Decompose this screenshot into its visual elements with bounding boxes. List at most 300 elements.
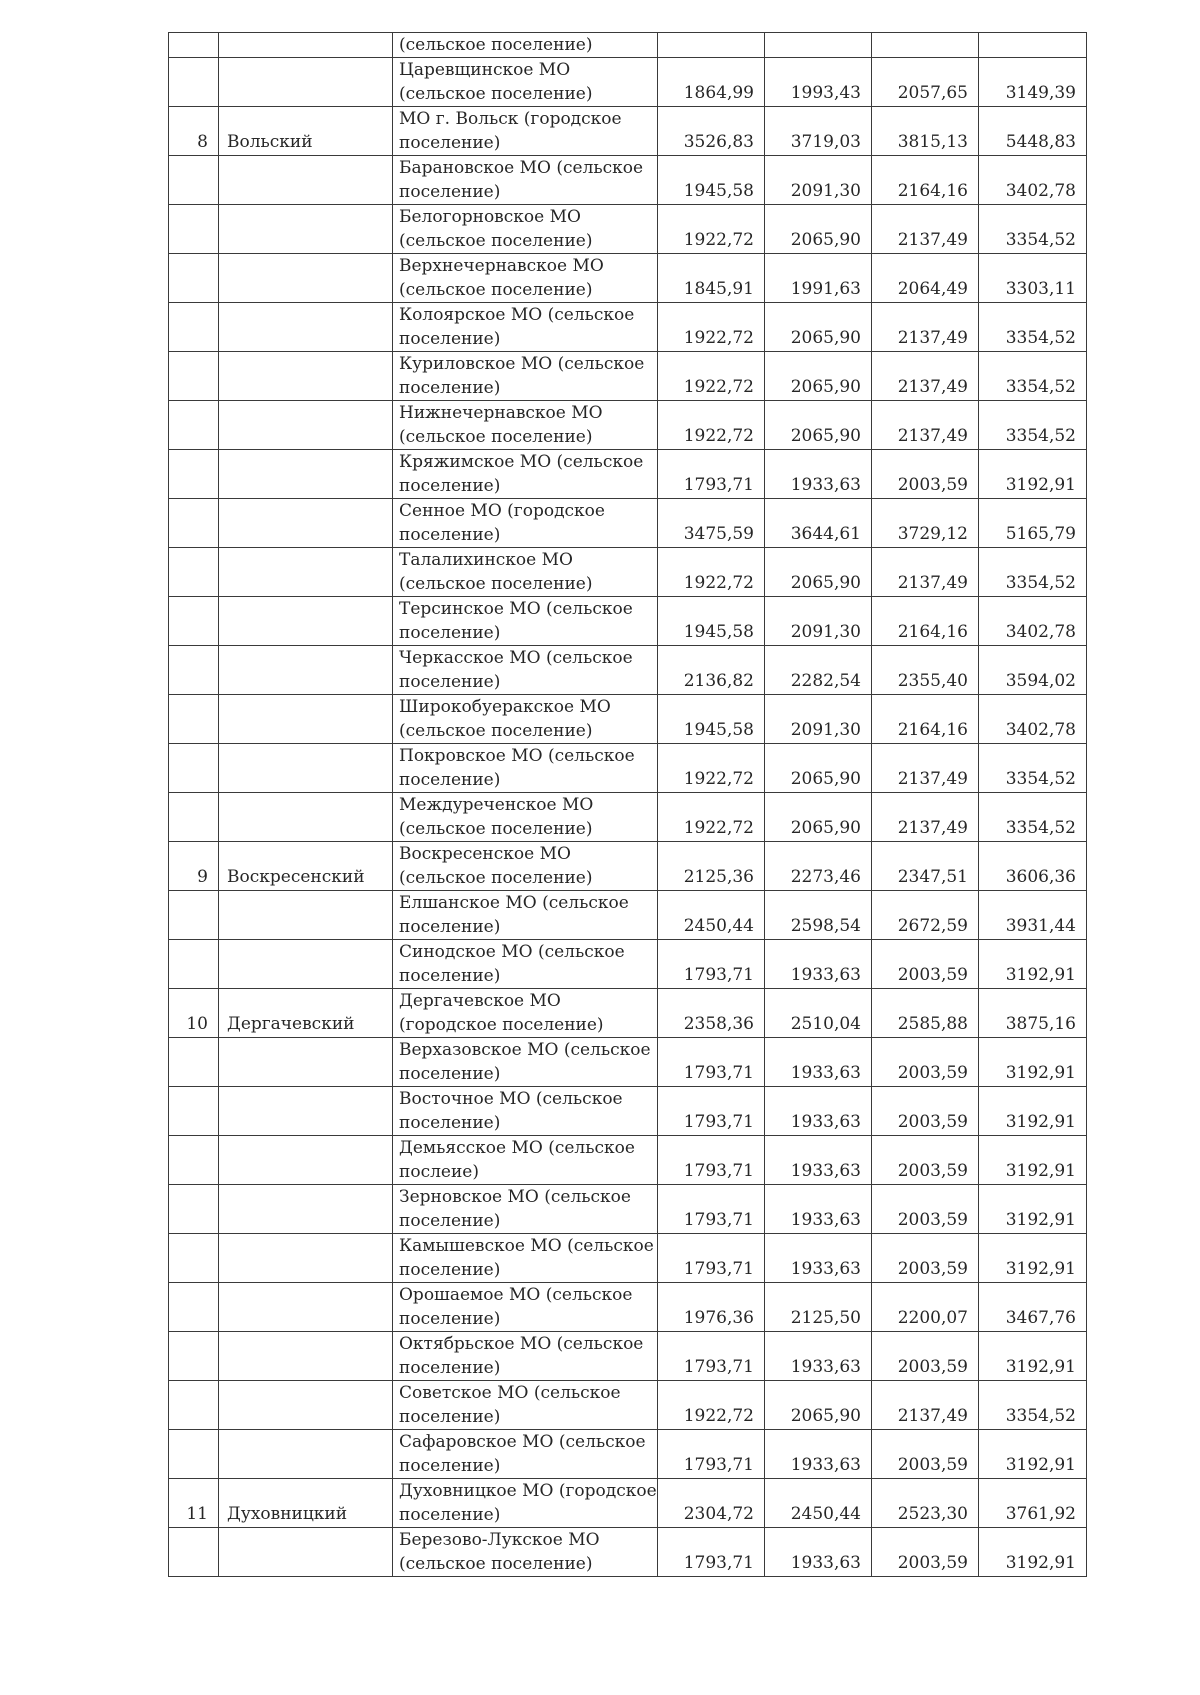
value-1-cell [658,58,765,107]
value-3-cell [872,1381,979,1430]
value-2-cell [765,940,872,989]
value-1-cell [658,450,765,499]
value-2-text: 1991,63 [790,279,861,299]
value-2-text: 2065,90 [790,230,861,250]
value-1-cell [658,1528,765,1577]
value-3-text: 2003,59 [897,1357,968,1377]
value-2-cell [765,1430,872,1479]
value-2-text: 1933,63 [790,1161,861,1181]
row-number-cell [169,1528,219,1577]
value-4-text: 5448,83 [1005,132,1076,152]
row-number-cell [169,1185,219,1234]
value-2-cell [765,58,872,107]
value-2-text: 2273,46 [790,867,861,887]
district-text: Дергачевский [227,1014,355,1034]
value-3-text: 2585,88 [897,1014,968,1034]
value-2-text: 1993,43 [790,83,861,103]
value-2-cell [765,1283,872,1332]
value-3-text: 2355,40 [897,671,968,691]
value-4-cell [979,1234,1087,1283]
value-4-cell [979,548,1087,597]
district-cell [219,1332,393,1381]
district-cell [219,695,393,744]
municipality-cell [393,1332,658,1381]
value-4-text: 3192,91 [1005,1063,1076,1083]
value-4-text: 3402,78 [1005,181,1076,201]
value-4-cell [979,989,1087,1038]
value-4-cell [979,940,1087,989]
value-1-cell [658,1185,765,1234]
value-3-text: 2523,30 [897,1504,968,1524]
value-3-text: 2003,59 [897,1112,968,1132]
value-2-text: 2065,90 [790,573,861,593]
value-1-cell [658,989,765,1038]
row-number-cell [169,156,219,205]
value-2-text: 2065,90 [790,426,861,446]
value-4-cell [979,450,1087,499]
value-2-cell [765,646,872,695]
value-4-cell [979,646,1087,695]
value-4-cell [979,793,1087,842]
district-cell [219,1087,393,1136]
table-row [169,352,1087,401]
value-2-text: 2091,30 [790,181,861,201]
value-3-text: 2164,16 [897,181,968,201]
municipality-cell [393,1038,658,1087]
value-4-cell [979,156,1087,205]
municipality-cell [393,1479,658,1528]
value-1-text: 2125,36 [683,867,754,887]
value-2-cell [765,352,872,401]
value-1-text: 1793,71 [683,1357,754,1377]
value-3-cell [872,33,979,58]
district-text: Вольский [227,132,313,152]
value-1-text: 3526,83 [683,132,754,152]
district-cell [219,33,393,58]
value-4-cell [979,1430,1087,1479]
row-number-cell [169,303,219,352]
value-3-cell [872,58,979,107]
value-1-cell [658,597,765,646]
row-number-cell [169,1479,219,1528]
value-4-cell [979,1185,1087,1234]
value-3-cell [872,205,979,254]
municipality-text: Воскресенское МО (сельское поселение) [399,844,593,888]
value-3-cell [872,1185,979,1234]
value-2-text: 3719,03 [790,132,861,152]
district-cell [219,205,393,254]
district-cell [219,450,393,499]
municipality-text: Междуреченское МО (сельское поселение) [399,795,594,839]
value-2-cell [765,205,872,254]
value-4-text: 3467,76 [1005,1308,1076,1328]
value-1-text: 1922,72 [683,1406,754,1426]
value-3-text: 2347,51 [897,867,968,887]
table-row [169,646,1087,695]
value-4-cell [979,1283,1087,1332]
value-1-text: 1793,71 [683,965,754,985]
value-4-text: 3354,52 [1005,230,1076,250]
value-3-cell [872,548,979,597]
table-row [169,940,1087,989]
value-3-cell [872,450,979,499]
value-1-text: 1793,71 [683,1553,754,1573]
municipality-text: Синодское МО (сельское поселение) [399,942,625,986]
table-row [169,842,1087,891]
value-1-cell [658,1283,765,1332]
district-cell [219,1136,393,1185]
value-3-text: 2164,16 [897,720,968,740]
municipality-cell [393,254,658,303]
municipality-text: Широкобуеракское МО (сельское поселение) [399,697,611,741]
value-3-text: 2137,49 [897,818,968,838]
value-3-text: 2003,59 [897,1161,968,1181]
value-2-cell [765,33,872,58]
row-number-cell [169,548,219,597]
municipality-cell [393,303,658,352]
value-1-text: 1945,58 [683,181,754,201]
value-3-text: 2200,07 [897,1308,968,1328]
municipality-text: Черкасское МО (сельское поселение) [399,648,633,692]
value-2-text: 2065,90 [790,1406,861,1426]
row-number-cell [169,450,219,499]
value-4-cell [979,401,1087,450]
value-1-text: 1864,99 [683,83,754,103]
row-number-cell [169,1038,219,1087]
value-3-text: 2003,59 [897,1259,968,1279]
value-4-cell [979,842,1087,891]
value-4-text: 3354,52 [1005,1406,1076,1426]
value-3-text: 2137,49 [897,1406,968,1426]
value-2-text: 2598,54 [790,916,861,936]
row-number-cell [169,107,219,156]
row-number-text: 10 [186,1014,208,1034]
municipality-text: (сельское поселение) [399,35,593,55]
municipality-cell [393,1136,658,1185]
table-row [169,744,1087,793]
value-3-cell [872,1234,979,1283]
district-cell [219,940,393,989]
municipality-cell [393,1234,658,1283]
value-3-text: 2003,59 [897,1553,968,1573]
municipality-cell [393,1381,658,1430]
value-4-cell [979,499,1087,548]
value-2-cell [765,156,872,205]
municipality-cell [393,646,658,695]
municipality-text: Камышевское МО (сельское поселение) [399,1236,654,1280]
municipality-text: Барановское МО (сельское поселение) [399,158,644,202]
municipality-text: Колоярское МО (сельское поселение) [399,305,635,349]
value-3-cell [872,891,979,940]
district-cell [219,1038,393,1087]
value-2-cell [765,597,872,646]
value-1-cell [658,1136,765,1185]
value-2-cell [765,107,872,156]
value-1-text: 1922,72 [683,230,754,250]
value-3-cell [872,842,979,891]
table-row [169,1528,1087,1577]
value-1-cell [658,891,765,940]
value-1-text: 1793,71 [683,1161,754,1181]
value-1-text: 1945,58 [683,720,754,740]
value-3-cell [872,940,979,989]
value-3-cell [872,401,979,450]
municipality-cell [393,58,658,107]
municipality-text: Сенное МО (городское поселение) [399,501,605,545]
value-1-text: 1793,71 [683,1455,754,1475]
municipality-text: Покровское МО (сельское поселение) [399,746,635,790]
value-2-cell [765,1087,872,1136]
value-1-cell [658,107,765,156]
value-2-text: 1933,63 [790,1553,861,1573]
value-4-text: 3402,78 [1005,622,1076,642]
value-3-text: 2064,49 [897,279,968,299]
value-4-cell [979,254,1087,303]
value-1-cell [658,352,765,401]
value-1-text: 1922,72 [683,426,754,446]
municipality-cell [393,989,658,1038]
value-4-text: 3192,91 [1005,965,1076,985]
value-4-cell [979,1136,1087,1185]
municipality-cell [393,205,658,254]
value-2-text: 1933,63 [790,1455,861,1475]
district-cell [219,303,393,352]
value-2-cell [765,744,872,793]
value-2-cell [765,891,872,940]
value-2-cell [765,1479,872,1528]
value-1-text: 2450,44 [683,916,754,936]
row-number-cell [169,793,219,842]
value-3-text: 2057,65 [897,83,968,103]
value-3-text: 3729,12 [897,524,968,544]
municipality-text: Терсинское МО (сельское поселение) [399,599,633,643]
row-number-cell [169,695,219,744]
value-2-cell [765,1136,872,1185]
municipality-text: Березово-Лукское МО (сельское поселение) [399,1530,600,1574]
municipality-cell [393,695,658,744]
value-4-text: 3606,36 [1005,867,1076,887]
value-1-cell [658,1234,765,1283]
value-4-text: 3354,52 [1005,573,1076,593]
value-1-cell [658,793,765,842]
value-2-text: 1933,63 [790,1210,861,1230]
value-2-cell [765,1185,872,1234]
value-4-text: 3149,39 [1005,83,1076,103]
municipality-text: Елшанское МО (сельское поселение) [399,893,629,937]
value-3-text: 2137,49 [897,573,968,593]
value-4-cell [979,33,1087,58]
municipality-text: МО г. Вольск (городское поселение) [399,109,622,153]
value-2-text: 1933,63 [790,1112,861,1132]
value-4-text: 3192,91 [1005,1553,1076,1573]
municipality-text: Куриловское МО (сельское поселение) [399,354,645,398]
value-1-text: 2358,36 [683,1014,754,1034]
value-1-cell [658,940,765,989]
value-2-text: 2125,50 [790,1308,861,1328]
value-1-cell [658,1381,765,1430]
municipality-text: Верхазовское МО (сельское поселение) [399,1040,651,1084]
value-4-cell [979,1528,1087,1577]
value-4-cell [979,744,1087,793]
value-1-text: 1793,71 [683,475,754,495]
value-4-text: 3354,52 [1005,769,1076,789]
district-cell [219,989,393,1038]
district-text: Воскресенский [227,867,365,887]
municipality-cell [393,597,658,646]
value-1-cell [658,1479,765,1528]
value-4-text: 3192,91 [1005,1259,1076,1279]
value-1-text: 1945,58 [683,622,754,642]
value-4-text: 3192,91 [1005,1455,1076,1475]
value-1-cell [658,1430,765,1479]
value-2-text: 1933,63 [790,1063,861,1083]
municipality-cell [393,1430,658,1479]
value-3-text: 2003,59 [897,1210,968,1230]
value-4-text: 3354,52 [1005,818,1076,838]
municipality-cell [393,450,658,499]
value-3-text: 2137,49 [897,426,968,446]
value-4-text: 3875,16 [1005,1014,1076,1034]
value-2-text: 1933,63 [790,1357,861,1377]
value-4-cell [979,1038,1087,1087]
value-3-cell [872,254,979,303]
table-row [169,793,1087,842]
municipality-text: Советское МО (сельское поселение) [399,1383,621,1427]
row-number-cell [169,1381,219,1430]
row-number-cell [169,597,219,646]
value-1-text: 2136,82 [683,671,754,691]
row-number-text: 11 [186,1504,208,1524]
value-3-cell [872,793,979,842]
municipality-cell [393,793,658,842]
value-3-text: 2137,49 [897,377,968,397]
table-row [169,303,1087,352]
municipality-cell [393,1283,658,1332]
municipality-text: Восточное МО (сельское поселение) [399,1089,623,1133]
value-2-text: 2065,90 [790,377,861,397]
table-row [169,499,1087,548]
row-number-text: 9 [197,867,208,887]
value-2-cell [765,499,872,548]
value-1-text: 1793,71 [683,1063,754,1083]
value-3-cell [872,1283,979,1332]
row-number-cell [169,891,219,940]
value-1-cell [658,744,765,793]
value-3-text: 2003,59 [897,1455,968,1475]
value-4-text: 3354,52 [1005,377,1076,397]
table-row [169,1283,1087,1332]
row-number-cell [169,1234,219,1283]
district-cell [219,499,393,548]
value-1-text: 1793,71 [683,1210,754,1230]
value-4-text: 3192,91 [1005,1210,1076,1230]
value-2-text: 3644,61 [790,524,861,544]
district-cell [219,401,393,450]
district-cell [219,1430,393,1479]
value-4-cell [979,695,1087,744]
municipality-cell [393,156,658,205]
district-cell [219,891,393,940]
value-3-cell [872,499,979,548]
district-cell [219,1234,393,1283]
district-cell [219,107,393,156]
municipality-text: Орошаемое МО (сельское поселение) [399,1285,633,1329]
district-cell [219,597,393,646]
municipality-text: Духовницкое МО (городское поселение) [399,1481,657,1525]
value-3-cell [872,695,979,744]
municipality-cell [393,352,658,401]
value-4-text: 3402,78 [1005,720,1076,740]
row-number-cell [169,1332,219,1381]
value-3-cell [872,352,979,401]
value-3-text: 2003,59 [897,1063,968,1083]
value-3-cell [872,1087,979,1136]
value-1-text: 1922,72 [683,769,754,789]
municipality-text: Верхнечернавское МО (сельское поселение) [399,256,604,300]
district-cell [219,58,393,107]
value-1-text: 2304,72 [683,1504,754,1524]
value-1-cell [658,156,765,205]
municipality-cell [393,33,658,58]
value-2-text: 2282,54 [790,671,861,691]
value-2-text: 2450,44 [790,1504,861,1524]
value-1-text: 1922,72 [683,328,754,348]
value-4-cell [979,1332,1087,1381]
value-3-text: 2137,49 [897,769,968,789]
row-number-cell [169,940,219,989]
row-number-cell [169,1283,219,1332]
value-1-cell [658,548,765,597]
table-row [169,891,1087,940]
value-1-cell [658,254,765,303]
district-cell [219,1185,393,1234]
value-1-cell [658,499,765,548]
value-1-cell [658,33,765,58]
table-body [169,33,1087,1577]
value-4-text: 3761,92 [1005,1504,1076,1524]
value-3-text: 3815,13 [897,132,968,152]
value-4-cell [979,1087,1087,1136]
district-cell [219,352,393,401]
value-4-cell [979,1479,1087,1528]
value-3-cell [872,646,979,695]
municipality-cell [393,842,658,891]
value-1-text: 3475,59 [683,524,754,544]
value-4-cell [979,1381,1087,1430]
value-3-cell [872,156,979,205]
value-3-text: 2003,59 [897,965,968,985]
municipality-cell [393,107,658,156]
municipality-text: Кряжимское МО (сельское поселение) [399,452,644,496]
table-row [169,205,1087,254]
value-3-cell [872,1430,979,1479]
table-row [169,156,1087,205]
value-4-cell [979,58,1087,107]
table-row [169,1038,1087,1087]
value-1-text: 1845,91 [683,279,754,299]
value-1-cell [658,1038,765,1087]
row-number-cell [169,352,219,401]
table-row [169,33,1087,58]
table-row [169,1136,1087,1185]
value-4-cell [979,352,1087,401]
value-4-text: 3303,11 [1005,279,1076,299]
value-1-cell [658,646,765,695]
value-2-text: 2091,30 [790,622,861,642]
row-number-cell [169,842,219,891]
value-2-text: 2510,04 [790,1014,861,1034]
district-cell [219,1479,393,1528]
